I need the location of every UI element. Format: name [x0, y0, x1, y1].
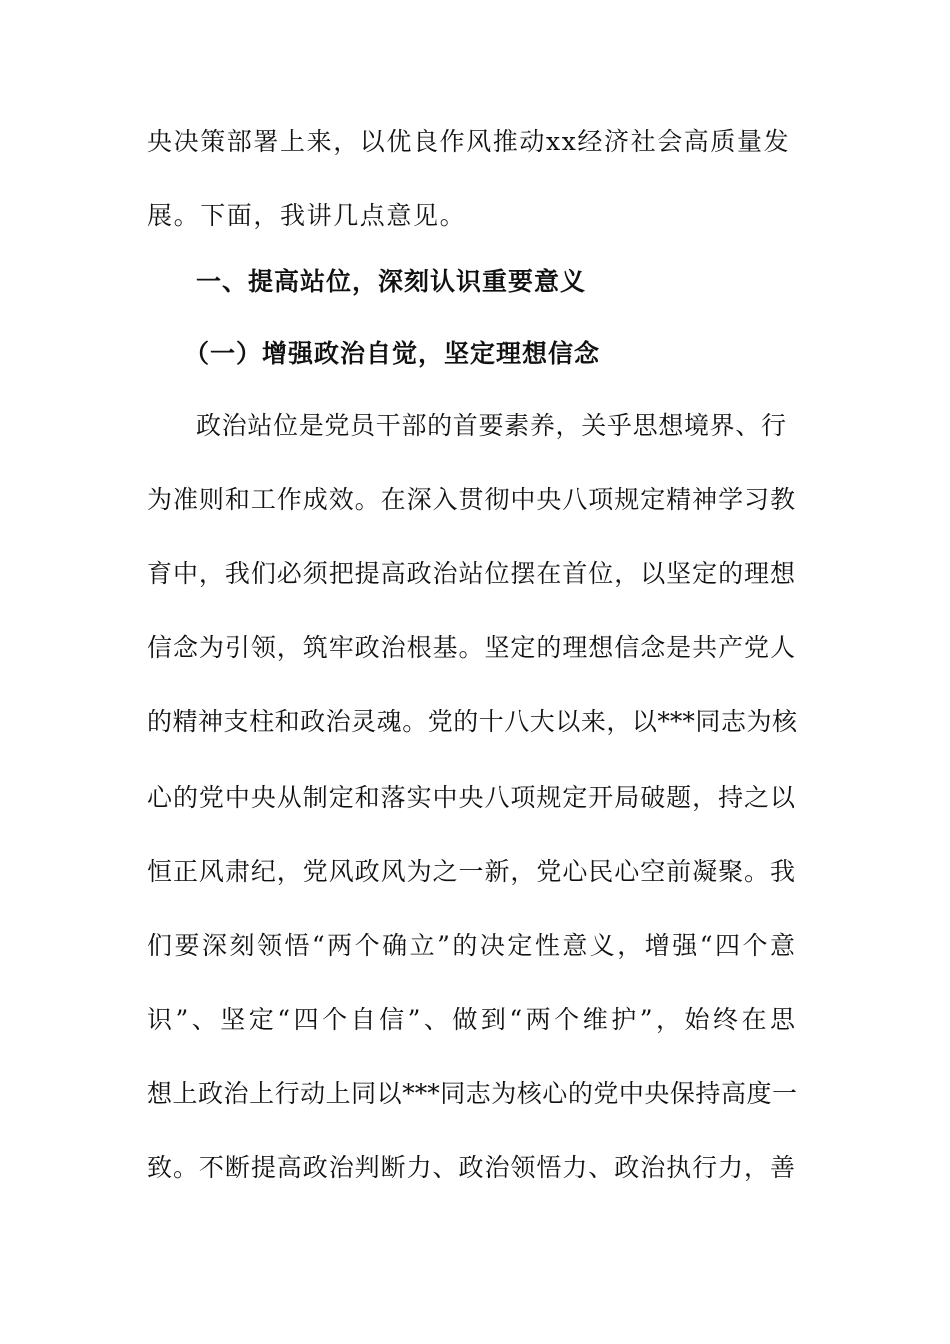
section-heading: 一、提高站位，深刻认识重要意义	[196, 267, 587, 296]
intro-line-1: 央决策部署上来，以优良作风推动xx经济社会高质量发	[147, 127, 791, 156]
intro-line-2: 展。下面，我讲几点意见。	[147, 201, 467, 230]
paragraph-line: 们要深刻领悟“两个确立”的决定性意义，增强“四个意	[147, 931, 795, 960]
paragraph-line: 的精神支柱和政治灵魂。党的十八大以来，以***同志为核	[147, 707, 797, 736]
paragraph-line: 信念为引领，筑牢政治根基。坚定的理想信念是共产党人	[147, 633, 795, 662]
paragraph-line: 心的党中央从制定和落实中央八项规定开局破题，持之以	[147, 783, 795, 812]
subsection-heading: （一）增强政治自觉，坚定理想信念	[184, 339, 601, 368]
paragraph-line: 育中，我们必须把提高政治站位摆在首位，以坚定的理想	[147, 559, 795, 588]
paragraph-line: 识”、坚定“四个自信”、做到“两个维护”，始终在思	[147, 1005, 795, 1034]
paragraph-line: 为准则和工作成效。在深入贯彻中央八项规定精神学习教	[147, 485, 795, 514]
paragraph-line: 政治站位是党员干部的首要素养，关乎思想境界、行	[196, 411, 786, 440]
paragraph-line: 想上政治上行动上同以***同志为核心的党中央保持高度一	[147, 1079, 797, 1108]
paragraph-line: 恒正风肃纪，党风政风为之一新，党心民心空前凝聚。我	[147, 857, 795, 886]
paragraph-line: 致。不断提高政治判断力、政治领悟力、政治执行力，善	[147, 1153, 795, 1182]
